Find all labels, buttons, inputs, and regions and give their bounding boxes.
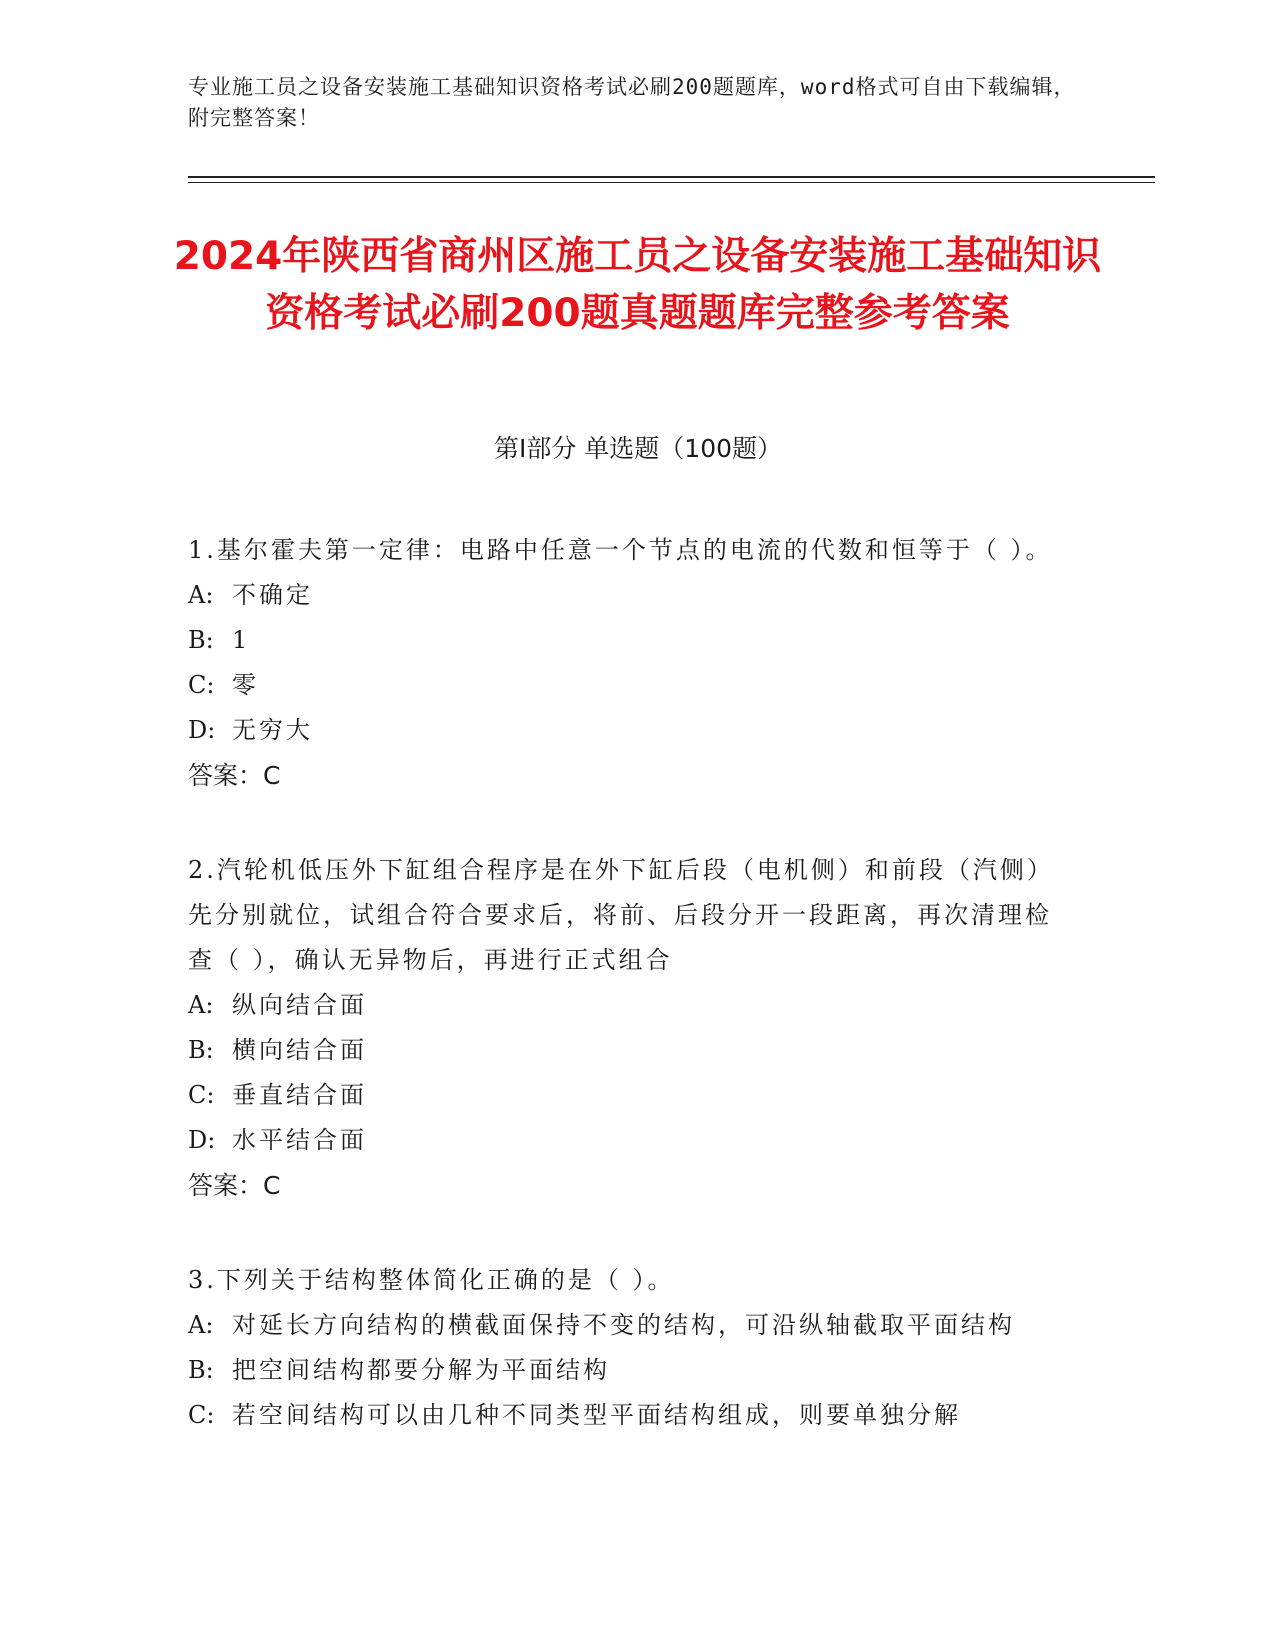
question-text: 3.下列关于结构整体简化正确的是（ ）。 bbox=[188, 1266, 675, 1294]
option-a bbox=[188, 1303, 1068, 1348]
option-letter: C: bbox=[188, 1401, 215, 1429]
option-c bbox=[188, 1393, 1068, 1438]
option-text: 无穷大 bbox=[232, 716, 313, 744]
document-title: 2024年陕西省商州区施工员之设备安装施工基础知识资格考试必刷200题真题题库完整参考答案 bbox=[173, 234, 1102, 336]
answer: 答案：C bbox=[188, 1171, 281, 1200]
question-2 bbox=[188, 848, 1068, 1208]
option-letter: B: bbox=[188, 1036, 214, 1064]
option-d bbox=[188, 1118, 1068, 1163]
option-text: 垂直结合面 bbox=[232, 1081, 367, 1109]
option-b bbox=[188, 1028, 1068, 1073]
option-letter: B: bbox=[188, 626, 214, 654]
option-letter: D: bbox=[188, 1126, 216, 1154]
option-a bbox=[188, 573, 1068, 618]
question-text: 1.基尔霍夫第一定律：电路中任意一个节点的电流的代数和恒等于（ ）。 bbox=[188, 536, 1053, 564]
question-3 bbox=[188, 1258, 1068, 1438]
option-c bbox=[188, 1073, 1068, 1118]
option-letter: C: bbox=[188, 1081, 215, 1109]
option-a bbox=[188, 983, 1068, 1028]
option-text: 水平结合面 bbox=[232, 1126, 367, 1154]
option-letter: D: bbox=[188, 716, 216, 744]
option-letter: A: bbox=[188, 1311, 214, 1339]
option-letter: C: bbox=[188, 671, 215, 699]
option-text: 对延长方向结构的横截面保持不变的结构，可沿纵轴截取平面结构 bbox=[232, 1311, 1015, 1339]
option-text: 零 bbox=[232, 671, 259, 699]
option-c bbox=[188, 663, 1068, 708]
option-text: 横向结合面 bbox=[232, 1036, 367, 1064]
option-text: 不确定 bbox=[232, 581, 313, 609]
header-note: 专业施工员之设备安装施工基础知识资格考试必刷200题题库，word格式可自由下载编辑，附完整答案！ bbox=[188, 75, 1076, 130]
option-b bbox=[188, 618, 1068, 663]
answer: 答案：C bbox=[188, 761, 281, 790]
option-d bbox=[188, 708, 1068, 753]
header-rule-thick bbox=[188, 176, 1155, 178]
header-rule-thin bbox=[188, 182, 1155, 183]
question-list bbox=[188, 528, 1068, 1488]
option-text: 1 bbox=[232, 626, 251, 654]
option-letter: B: bbox=[188, 1356, 214, 1384]
question-text: 2.汽轮机低压外下缸组合程序是在外下缸后段（电机侧）和前段（汽侧）先分别就位，试组合符合要求后，将前、后段分开一段距离，再次清理检查（ ），确认无异物后，再进行正式组合 bbox=[188, 856, 1054, 974]
section-title: 第Ⅰ部分 单选题（100题） bbox=[493, 434, 783, 463]
option-text: 若空间结构可以由几种不同类型平面结构组成，则要单独分解 bbox=[232, 1401, 961, 1429]
question-1 bbox=[188, 528, 1068, 798]
option-b bbox=[188, 1348, 1068, 1393]
option-letter: A: bbox=[188, 581, 214, 609]
option-letter: A: bbox=[188, 991, 214, 1019]
option-text: 把空间结构都要分解为平面结构 bbox=[232, 1356, 610, 1384]
option-text: 纵向结合面 bbox=[232, 991, 367, 1019]
